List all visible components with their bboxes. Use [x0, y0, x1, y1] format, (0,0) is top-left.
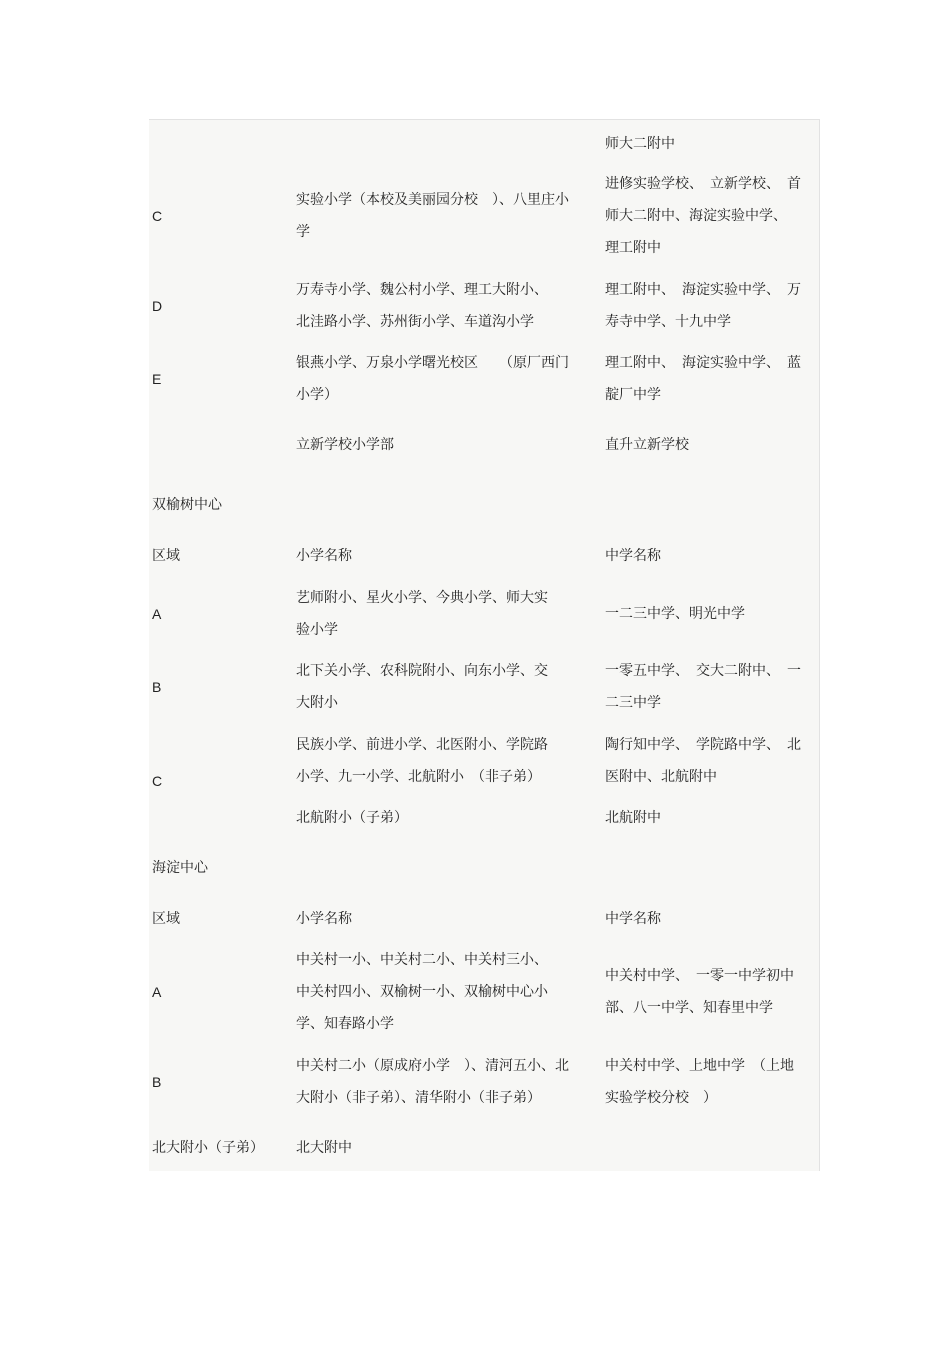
- area-cell: C: [152, 208, 163, 224]
- middle-school-cell: [605, 598, 817, 630]
- middle-school-cell: [605, 960, 817, 1024]
- area-cell: 区域: [152, 911, 180, 927]
- table-row: [149, 944, 819, 1040]
- middle-school-cell: [605, 274, 817, 338]
- primary-school-cell: [296, 1050, 590, 1114]
- middle-school-cell-line: 二三中学: [605, 695, 661, 711]
- middle-school-cell: [605, 168, 817, 264]
- middle-school-cell-line: 寿寺中学、十九中学: [605, 314, 731, 330]
- area-cell: 北大附小（子弟）: [152, 1140, 264, 1156]
- primary-school-cell-line: 学: [296, 224, 310, 240]
- primary-school-cell: [296, 184, 590, 248]
- middle-school-cell: [605, 655, 817, 719]
- primary-school-cell: [296, 274, 590, 338]
- table-row: [149, 168, 819, 264]
- table-row: [149, 655, 819, 719]
- table-row: [149, 429, 819, 461]
- middle-school-cell-line: 师大二附中、海淀实验中学、: [605, 208, 787, 224]
- middle-school-cell-line: 陶行知中学、 学院路中学、 北: [605, 737, 801, 753]
- middle-school-cell: [605, 540, 817, 572]
- primary-school-cell-line: 银燕小学、万泉小学曙光校区 （原厂西门: [296, 355, 569, 371]
- primary-school-cell-line: 实验小学（本校及美丽园分校 ）、八里庄小: [296, 192, 569, 208]
- middle-school-cell-line: 理工附中、 海淀实验中学、 蓝: [605, 355, 801, 371]
- primary-school-cell-line: 民族小学、前进小学、北医附小、学院路: [296, 737, 548, 753]
- primary-school-cell-line: 中关村二小（原成府小学 ）、清河五小、北: [296, 1058, 569, 1074]
- middle-school-cell-line: 直升立新学校: [605, 437, 689, 453]
- primary-school-cell-line: 北洼路小学、苏州街小学、车道沟小学: [296, 314, 534, 330]
- primary-school-cell-line: 艺师附小、星火小学、今典小学、师大实: [296, 590, 548, 606]
- table-row: [149, 1132, 819, 1164]
- area-cell: D: [152, 298, 163, 314]
- primary-school-cell: [296, 802, 590, 834]
- table-row: [149, 1050, 819, 1114]
- middle-school-cell-line: 北航附中: [605, 810, 661, 826]
- table-row: [149, 540, 819, 572]
- primary-school-cell: [296, 655, 590, 719]
- primary-school-cell-line: 小学、九一小学、北航附小 （非子弟）: [296, 769, 541, 785]
- table-row: [149, 802, 819, 834]
- primary-school-cell-line: 大附小（非子弟）、清华附小（非子弟）: [296, 1090, 541, 1106]
- middle-school-cell-line: 师大二附中: [605, 136, 675, 152]
- area-cell: A: [152, 984, 162, 1000]
- middle-school-cell: [605, 903, 817, 935]
- middle-school-cell-line: 理工附中: [605, 240, 661, 256]
- primary-school-cell-line: 北大附中: [296, 1140, 352, 1156]
- primary-school-cell: [296, 944, 590, 1040]
- middle-school-cell-line: 部、八一中学、知春里中学: [605, 1000, 773, 1016]
- middle-school-cell-line: 实验学校分校 ）: [605, 1090, 717, 1106]
- table-row: [149, 128, 819, 160]
- middle-school-cell-line: 中关村中学、上地中学 （上地: [605, 1058, 794, 1074]
- table-row: [149, 489, 819, 521]
- primary-school-cell-line: 小学）: [296, 387, 338, 403]
- primary-school-cell-line: 小学名称: [296, 911, 352, 927]
- primary-school-cell-line: 中关村四小、双榆树一小、双榆树中心小: [296, 984, 548, 1000]
- primary-school-cell-line: 立新学校小学部: [296, 437, 394, 453]
- middle-school-cell: [605, 128, 817, 160]
- table-row: [149, 582, 819, 646]
- area-cell: B: [152, 679, 162, 695]
- middle-school-cell-line: 一二三中学、明光中学: [605, 606, 745, 622]
- middle-school-cell-line: 中学名称: [605, 548, 661, 564]
- primary-school-cell: [296, 347, 590, 411]
- primary-school-cell-line: 大附小: [296, 695, 338, 711]
- document-table: [149, 119, 820, 1171]
- table-row: [149, 274, 819, 338]
- table-row: [149, 903, 819, 935]
- primary-school-cell: [296, 429, 590, 461]
- area-cell: C: [152, 773, 163, 789]
- area-cell: B: [152, 1074, 162, 1090]
- middle-school-cell: [605, 347, 817, 411]
- primary-school-cell-line: 小学名称: [296, 548, 352, 564]
- table-row: [149, 852, 819, 884]
- area-cell: 海淀中心: [152, 860, 208, 876]
- primary-school-cell-line: 万寿寺小学、魏公村小学、理工大附小、: [296, 282, 548, 298]
- middle-school-cell-line: 医附中、北航附中: [605, 769, 717, 785]
- table-row: [149, 765, 819, 797]
- primary-school-cell: [296, 540, 590, 572]
- primary-school-cell-line: 学、知春路小学: [296, 1016, 394, 1032]
- area-cell: 区域: [152, 548, 180, 564]
- primary-school-cell-line: 中关村一小、中关村二小、中关村三小、: [296, 952, 548, 968]
- primary-school-cell: [296, 582, 590, 646]
- middle-school-cell: [605, 1050, 817, 1114]
- primary-school-cell: [296, 903, 590, 935]
- area-cell: A: [152, 606, 162, 622]
- middle-school-cell-line: 靛厂中学: [605, 387, 661, 403]
- middle-school-cell: [605, 429, 817, 461]
- primary-school-cell: [296, 1132, 590, 1164]
- middle-school-cell-line: 中学名称: [605, 911, 661, 927]
- primary-school-cell-line: 北航附小（子弟）: [296, 810, 408, 826]
- middle-school-cell-line: 中关村中学、 一零一中学初中: [605, 968, 794, 984]
- primary-school-cell-line: 验小学: [296, 622, 338, 638]
- middle-school-cell: [605, 802, 817, 834]
- middle-school-cell-line: 一零五中学、 交大二附中、 一: [605, 663, 801, 679]
- area-cell: E: [152, 371, 162, 387]
- area-cell: 双榆树中心: [152, 497, 222, 513]
- primary-school-cell-line: 北下关小学、农科院附小、向东小学、交: [296, 663, 548, 679]
- middle-school-cell-line: 理工附中、 海淀实验中学、 万: [605, 282, 801, 298]
- table-row: [149, 347, 819, 411]
- middle-school-cell-line: 进修实验学校、 立新学校、 首: [605, 176, 801, 192]
